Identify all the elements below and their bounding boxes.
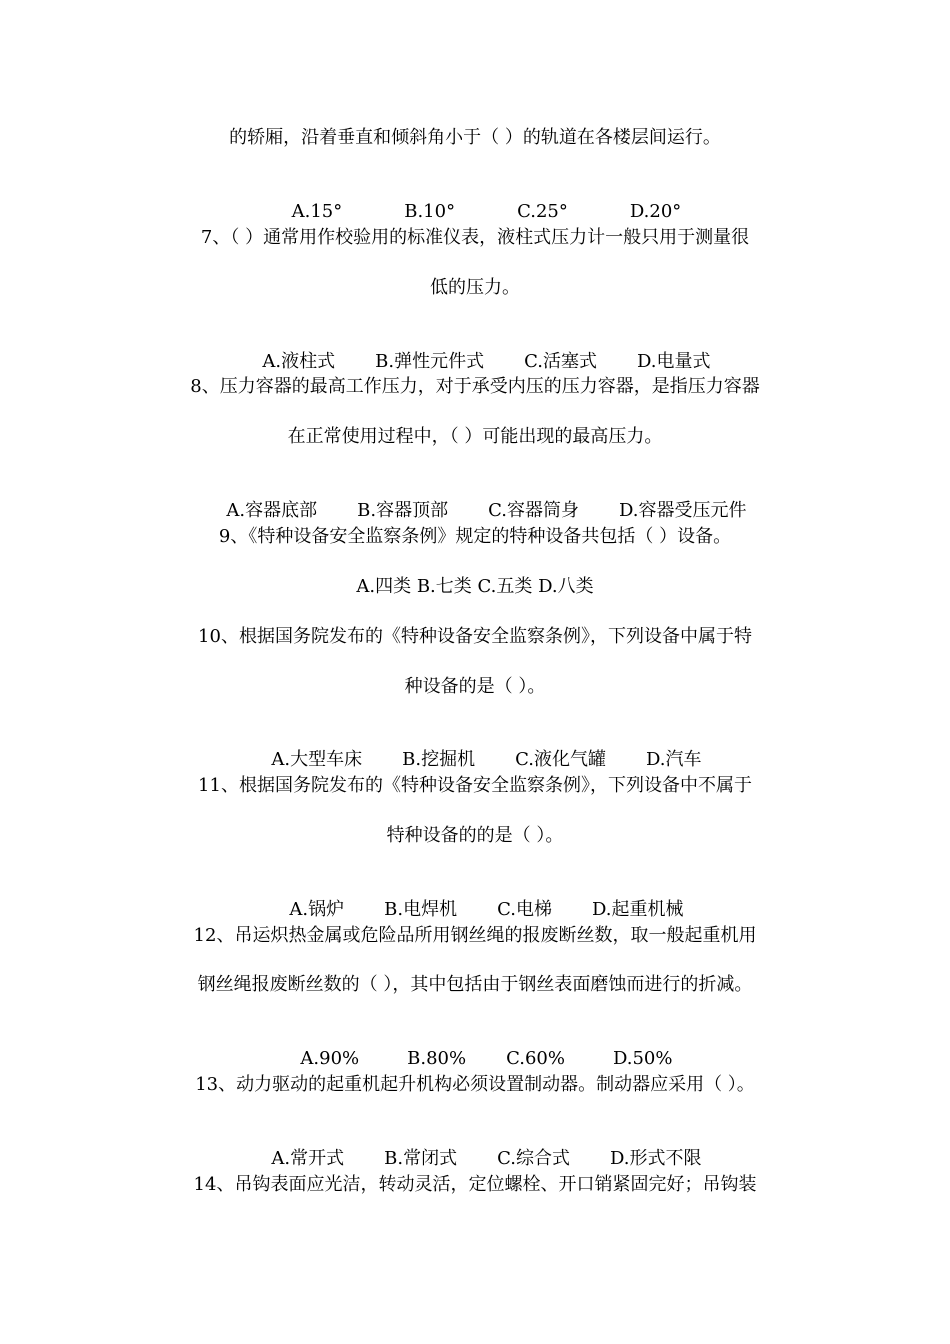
option-c: C.活塞式 [524,351,597,372]
question-line: 12、吊运炽热金属或危险品所用钢丝绳的报废断丝数，取一般起重机用 [193,925,757,946]
question-line: 13、动力驱动的起重机起升机构必须设置制动器。制动器应采用（ ）。 [195,1074,755,1095]
question-line: 14、吊钩表面应光洁，转动灵活，定位螺栓、开口销紧固完好；吊钩装 [193,1174,757,1195]
option-a: A.液柱式 [262,351,336,372]
option-c: C.综合式 [497,1148,570,1169]
question-line: 10、根据国务院发布的《特种设备安全监察条例》，下列设备中属于特 [198,626,752,647]
question-line: 11、根据国务院发布的《特种设备安全监察条例》，下列设备中不属于 [198,775,752,796]
question-line: 在正常使用过程中，（ ）可能出现的最高压力。 [287,426,663,447]
question-line: 7、（ ）通常用作校验用的标准仪表，液柱式压力计一般只用于测量很 [200,227,750,248]
option-b: B.10° [404,201,456,222]
question-line: 9、《特种设备安全监察条例》规定的特种设备共包括（ ）设备。 [218,526,732,547]
option-a: A.大型车床 [271,749,363,770]
option-c: C.液化气罐 [515,749,606,770]
question-line: 特种设备的的是（ ）。 [386,825,564,846]
option-d: D.容器受压元件 [618,500,747,521]
option-b: B.常闭式 [384,1148,458,1169]
option-a: A.90% [300,1048,360,1069]
option-c: C.25° [517,201,568,222]
option-a: A.容器底部 [226,500,318,521]
question-line: 种设备的是（ ）。 [404,676,546,697]
option-d: D.20° [629,201,682,222]
option-c: C.容器筒身 [488,500,579,521]
question-line: 的轿厢，沿着垂直和倾斜角小于（ ）的轨道在各楼层间运行。 [229,127,721,148]
option-a: A.常开式 [271,1148,345,1169]
option-d: D.形式不限 [609,1148,702,1169]
question-line: 8、压力容器的最高工作压力，对于承受内压的压力容器，是指压力容器 [190,376,760,397]
option-d: D.汽车 [645,749,702,770]
option-b: B.80% [407,1048,467,1069]
question-line: 低的压力。 [430,277,520,298]
option-c: C.60% [506,1048,565,1069]
option-c: C.电梯 [497,899,552,920]
option-b: B.挖掘机 [402,749,476,770]
option-d: D.起重机械 [591,899,684,920]
option-d: D.电量式 [636,351,711,372]
option-b: B.弹性元件式 [375,351,485,372]
answer-options: A.四类 B.七类 C.五类 D.八类 [356,576,594,597]
option-b: B.容器顶部 [357,500,449,521]
option-b: B.电焊机 [384,899,458,920]
option-d: D.50% [612,1048,673,1069]
question-line: 钢丝绳报废断丝数的（ ），其中包括由于钢丝表面磨蚀而进行的折减。 [197,974,753,995]
option-a: A.15° [291,201,343,222]
option-a: A.锅炉 [289,899,345,920]
